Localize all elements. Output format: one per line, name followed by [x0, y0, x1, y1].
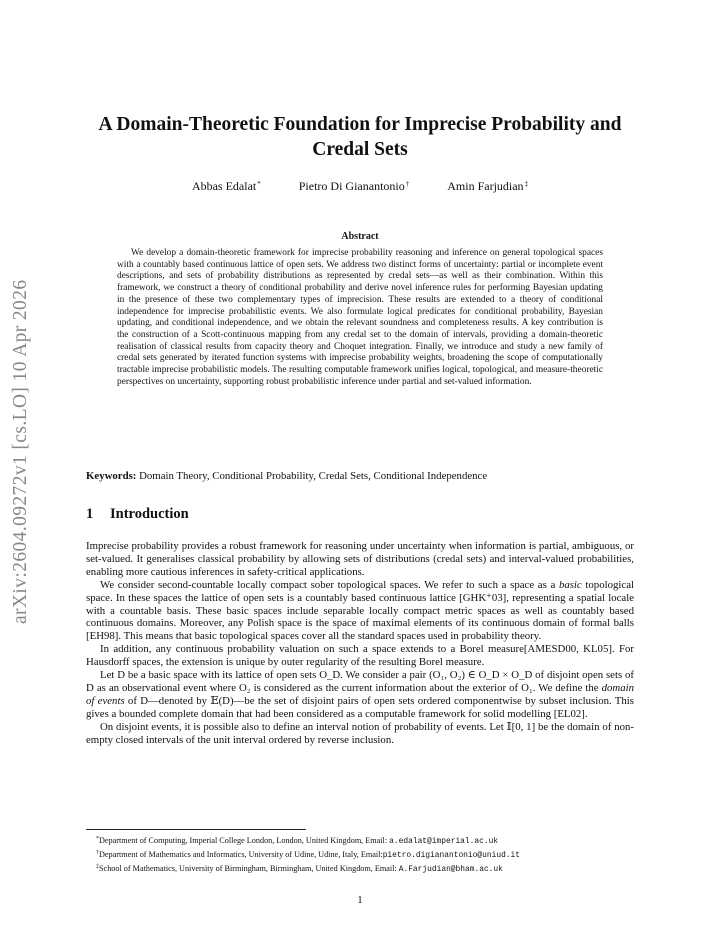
arxiv-identifier: arXiv:2604.09272v1 [cs.LO] 10 Apr 2026	[10, 279, 31, 625]
email-link[interactable]: a.edalat@imperial.ac.uk	[389, 837, 499, 846]
abstract-text: We develop a domain-theoretic framework for imprecise probability reasoning and inference on general topological spaces with a countably based continuous lattice of open sets. We address two distinct forms of uncertainty: partial or incomplete event descriptions, and sets of probability distributions as represented by credal sets—as well as their combination. Within this framework, we construct a theory of conditional probability and derive novel inference rules for performing Bayesian updating in the presence of these two complementary types of imprecision. These results are extended to a theory of conditional independence for imprecise probabilistic events. We also formulate logical predicates for conditional probability, Bayesian updating, and conditional independence, and we obtain the relevant soundness and completeness results. A key contribution is the construction of a Scott-continuous mapping from any credal set to the domain of intervals, providing a domain-theoretic realisation of classical results from capacity theory and Choquet integration. Finally, we introduce and study a new family of credal sets generated by iterated function systems with imprecise probability weights, broadening the scope of computationally tractable imprecise probabilistic models. The resulting computable framework unifies logical, topological, and measure-theoretic perspectives on uncertainty, supporting robust probabilistic inference under partial and set-valued information.	[117, 248, 603, 387]
author: Pietro Di Gianantonio†	[298, 179, 410, 193]
author: Amin Farjudian‡	[447, 179, 529, 193]
section-number: 1	[86, 506, 94, 522]
email-link[interactable]: pietro.digianantonio@uniud.it	[382, 850, 521, 860]
paragraph: On disjoint events, it is possible also to define an interval notion of probability of events. Let 𝕀[0, 1] be the domain of non-empty closed intervals of the unit interval ordered by reverse inclusion.	[86, 720, 634, 746]
author-mark: †	[405, 180, 410, 188]
paragraph: Let D be a basic space with its lattice of open sets O_D. We consider a pair (O₁, O₂) ∈ O_D × O_D of disjoint open sets of D as an observational event where O₂ is considered as the current information about the exterior of O₁. We define the domain of events of D—denoted by 𝔼(D)—be the set of disjoint pairs of open sets ordered componentwise by subset inclusion. This gives a bounded complete domain that had been considered as a computable framework for solid modelling [EL02].	[86, 669, 634, 720]
author-mark: ‡	[524, 180, 529, 188]
keywords-label: Keywords:	[86, 470, 137, 482]
footnote: ‡School of Mathematics, University of Birmingham, Birmingham, United Kingdom, Email: A.Farjudian@bham.ac.uk	[96, 863, 503, 874]
abstract-heading: Abstract	[341, 231, 379, 242]
footnote: †Department of Mathematics and Informatics, University of Udine, Udine, Italy, Email:pietro.digianantonio@uniud.it	[96, 849, 521, 860]
author-list	[86, 179, 634, 194]
author-mark: *	[257, 180, 261, 188]
email-link[interactable]: A.Farjudian@bham.ac.uk	[398, 864, 503, 874]
emphasis: basic	[558, 578, 582, 591]
footnotes	[96, 834, 634, 875]
keywords	[86, 470, 634, 482]
footnote-rule	[86, 829, 306, 830]
section-title: Introduction	[110, 506, 189, 522]
section-heading	[86, 506, 634, 523]
paper-title: A Domain-Theoretic Foundation for Imprecise Probability and Credal Sets	[98, 114, 622, 160]
author: Abbas Edalat*	[191, 179, 261, 193]
paragraph: In addition, any continuous probability valuation on such a space extends to a Borel measure[AMESD00, KL05]. For Hausdorff spaces, the extension is unique by outer regularity of the resulting Borel measure.	[86, 643, 634, 669]
keywords-text: Domain Theory, Conditional Probability, Credal Sets, Conditional Independence	[139, 470, 488, 482]
paragraph: We consider second-countable locally compact sober topological spaces. We refer to such a space as a basic topological space. In these spaces the lattice of open sets is a countably based continuous lattice [GHK⁺03], representing a spatial locale with a countable basis. These basic spaces include separable locally compact metric spaces as well as countably based continuous domains. Moreover, any Polish space is the space of maximal elements of its continuous domain of formal balls [EH98]. This means that basic topological spaces cover all the standard spaces used in probability theory.	[86, 578, 634, 643]
footnote: *Department of Computing, Imperial College London, London, United Kingdom, Email: a.edalat@imperial.ac.uk	[96, 836, 499, 846]
paragraph: Imprecise probability provides a robust framework for reasoning under uncertainty when information is partial, ambiguous, or set-valued. It generalises classical probability by allowing sets of distributions (credal sets) and interval-valued probabilities, enabling more cautious inferences in safety-critical applications.	[86, 540, 634, 578]
section-body	[86, 540, 634, 747]
page-number: 1	[357, 894, 363, 906]
emphasis: domain of events	[86, 681, 634, 707]
